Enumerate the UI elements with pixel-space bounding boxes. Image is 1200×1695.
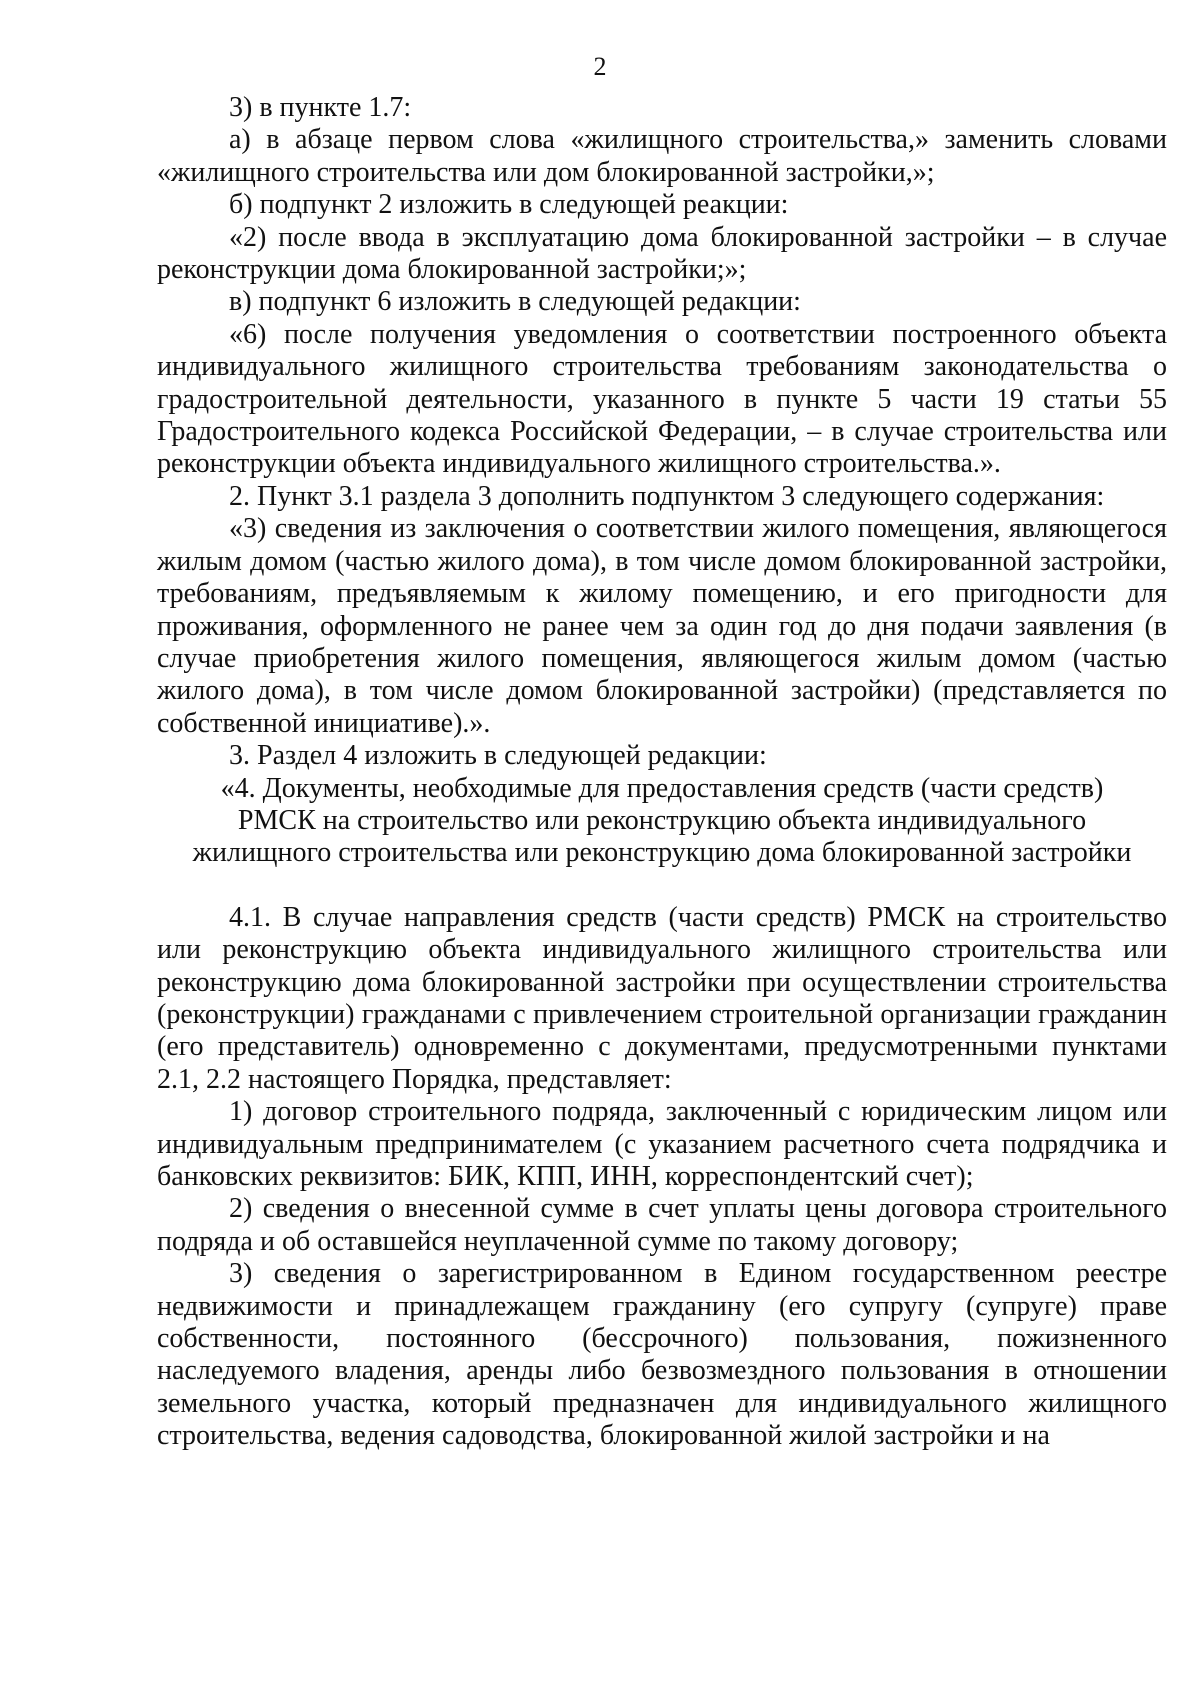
- paragraph-quote-3: «3) сведения из заключения о соответствии жилого помещения, являющегося жилым домом (частью жилого дома), в том числе домом блокированной застройки, требованиям, предъявляемым к жилому помещению, и его пригодности для проживания, оформленного не ранее чем за один год до дня подачи заявления (в случае приобретения жилого помещения, являющегося жилым домом (частью жилого дома), в том числе домом блокированной застройки) (представляется по собственной инициативе).».: [157, 513, 1167, 739]
- document-body: [157, 92, 1167, 1453]
- blank-line: [157, 870, 1167, 902]
- paragraph-list-item-2: 2) сведения о внесенной сумме в счет уплаты цены договора строительного подряда и об оставшейся неуплаченной сумме по такому договору;: [157, 1193, 1167, 1257]
- paragraph-subitem-b: б) подпункт 2 изложить в следующей реакции:: [229, 189, 789, 221]
- paragraph-clause-4-1: 4.1. В случае направления средств (части средств) РМСК на строительство или реконструкцию объекта индивидуального жилищного строительства или реконструкцию дома блокированной застройки при осуществлении строительства (реконструкции) гражданами с привлечением строительной организации гражданин (его представитель) одновременно с документами, предусмотренными пунктами 2.1, 2.2 настоящего Порядка, представляет:: [157, 901, 1167, 1095]
- paragraph-subitem-a: а) в абзаце первом слова «жилищного строительства,» заменить словами «жилищного строительства или дом блокированной застройки,»;: [157, 124, 1167, 188]
- paragraph-point-2: 2. Пункт 3.1 раздела 3 дополнить подпунктом 3 следующего содержания:: [229, 480, 1105, 512]
- paragraph-list-item-3: 3) сведения о зарегистрированном в Едином государственном реестре недвижимости и принадлежащем гражданину (его супругу (супруге) праве собственности, постоянного (бессрочного) пользования, пожизненного наследуемого владения, аренды либо безвозмездного пользования в отношении земельного участка, который предназначен для индивидуального жилищного строительства, ведения садоводства, блокированной жилой застройки и на: [157, 1258, 1167, 1452]
- paragraph-list-item-1: 1) договор строительного подряда, заключенный с юридическим лицом или индивидуальным предпринимателем (с указанием расчетного счета подрядчика и банковских реквизитов: БИК, КПП, ИНН, корреспондентский счет);: [157, 1096, 1167, 1192]
- section-heading-line-3: жилищного строительства или реконструкцию дома блокированной застройки: [192, 837, 1132, 869]
- section-heading-line-2: РМСК на строительство или реконструкцию объекта индивидуального: [237, 804, 1087, 836]
- page-number: 2: [593, 52, 607, 81]
- paragraph-quote-6: «6) после получения уведомления о соответствии построенного объекта индивидуального жилищного строительства требованиям законодательства о градостроительной деятельности, указанного в пункте 5 части 19 статьи 55 Градостроительного кодекса Российской Федерации, – в случае строительства или реконструкции объекта индивидуального жилищного строительства.».: [157, 318, 1167, 480]
- paragraph-point-3: 3. Раздел 4 изложить в следующей редакции:: [229, 740, 767, 772]
- section-heading-line-1: «4. Документы, необходимые для предоставления средств (части средств): [220, 772, 1104, 804]
- paragraph-quote-2: «2) после ввода в эксплуатацию дома блокированной застройки – в случае реконструкции дома блокированной застройки;»;: [157, 221, 1167, 286]
- paragraph-item-3: 3) в пункте 1.7:: [229, 92, 412, 123]
- paragraph-subitem-v: в) подпункт 6 изложить в следующей редакции:: [229, 286, 801, 318]
- section-heading: [157, 773, 1167, 870]
